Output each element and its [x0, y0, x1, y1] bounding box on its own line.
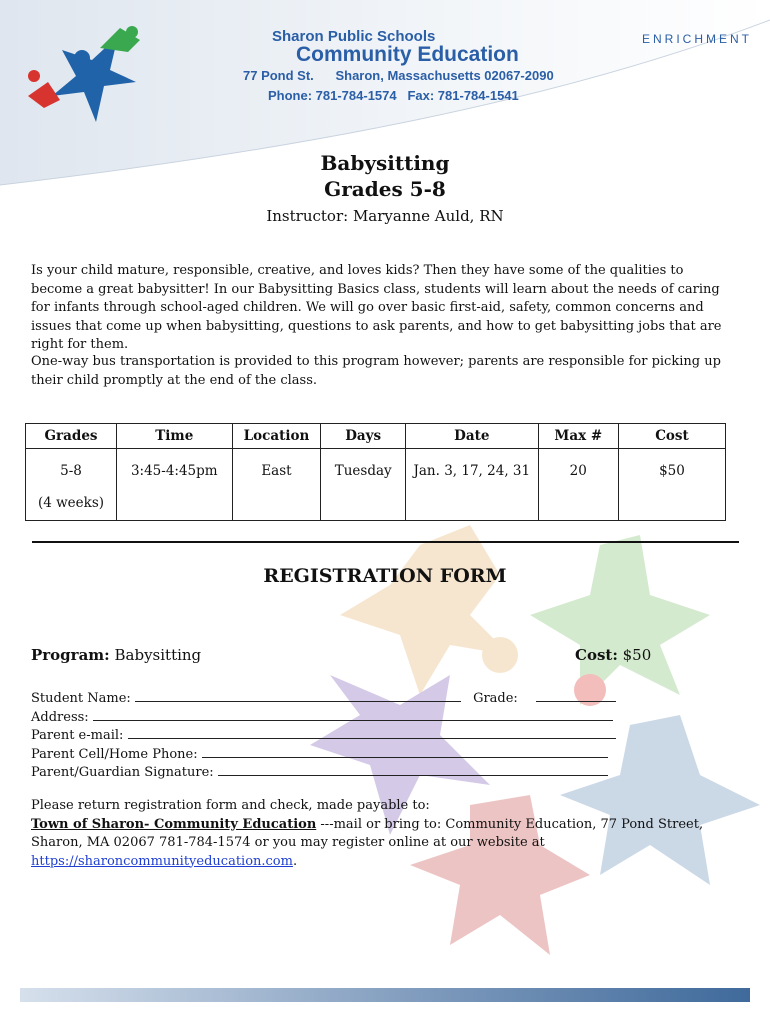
- header-date: Date: [405, 424, 538, 449]
- registration-form-title: REGISTRATION FORM: [263, 565, 507, 587]
- schedule-table: [25, 423, 726, 521]
- student-name-label: Student Name:: [31, 691, 131, 706]
- cost-label: Cost:: [575, 646, 618, 664]
- parent-phone-row: [31, 744, 631, 763]
- transportation-paragraph: One-way bus transportation is provided to this program however; parents are responsible for picking up their child promptly at the end of the class.: [31, 354, 721, 388]
- parent-phone-label: Parent Cell/Home Phone:: [31, 746, 198, 762]
- grades-value: 5-8: [60, 463, 82, 479]
- registration-fields: [31, 688, 631, 781]
- address-field[interactable]: [93, 707, 613, 721]
- department-name: Community Education: [296, 43, 519, 66]
- address-label: Address:: [31, 709, 89, 725]
- parent-email-label: Parent e-mail:: [31, 728, 124, 743]
- return-line-2: [31, 816, 731, 872]
- cost-value: $50: [622, 646, 652, 664]
- program-line: [31, 646, 201, 664]
- cell-max: 20: [538, 449, 618, 521]
- header-location: Location: [232, 424, 321, 449]
- header-cost: Cost: [618, 424, 725, 449]
- return-end: .: [292, 853, 298, 869]
- website-link[interactable]: https://sharoncommunityeducation.com: [31, 853, 293, 869]
- student-name-field[interactable]: [135, 688, 461, 702]
- course-grades: Grades 5-8: [324, 177, 446, 201]
- description-paragraph: Is your child mature, responsible, creative, and loves kids? Then they have some of the qualities to become a great babysitter! In our Babysitting Basics class, students will learn about the needs of caring for infants through school-aged children. We will go over basic first-aid, safety, common concerns and issues that come up when babysitting, questions to ask parents, and how to get babysitting jobs that are right for them.: [31, 263, 722, 352]
- parent-email-row: [31, 725, 631, 744]
- header-phone: Phone: 781-784-1574 Fax: 781-784-1541: [268, 88, 519, 103]
- address-row: [31, 707, 631, 726]
- header-time: Time: [117, 424, 233, 449]
- parent-phone-field[interactable]: [202, 744, 608, 758]
- header-days: Days: [321, 424, 406, 449]
- footer-bar: [20, 988, 750, 1002]
- school-name: Sharon Public Schools: [272, 28, 436, 45]
- cell-cost: $50: [618, 449, 725, 521]
- grade-field[interactable]: [536, 688, 616, 702]
- header-tagline: ENRICHMENT: [642, 32, 752, 46]
- header-max: Max #: [538, 424, 618, 449]
- parent-email-field[interactable]: [128, 725, 616, 739]
- return-instructions: [31, 797, 731, 871]
- signature-field[interactable]: [218, 762, 608, 776]
- schedule-header-row: [26, 424, 726, 449]
- mail-instructions: ---mail or bring to: Community Education, 77 Pond Street, Sharon, MA 02067 781-784-1574 or you may register online at our website at: [31, 816, 704, 850]
- return-line-1: Please return registration form and check, made payable to:: [31, 798, 430, 813]
- section-divider: [32, 541, 739, 543]
- signature-label: Parent/Guardian Signature:: [31, 765, 214, 780]
- cell-grades: [26, 449, 117, 521]
- cell-time: 3:45-4:45pm: [117, 449, 233, 521]
- payee-name: Town of Sharon- Community Education: [31, 816, 317, 832]
- signature-row: [31, 762, 631, 781]
- course-title: Babysitting: [320, 151, 450, 175]
- header-address: 77 Pond St. Sharon, Massachusetts 02067-2090: [243, 68, 554, 83]
- student-name-row: [31, 688, 631, 707]
- header-grades: Grades: [26, 424, 117, 449]
- table-row: [26, 449, 726, 521]
- cell-date: Jan. 3, 17, 24, 31: [405, 449, 538, 521]
- program-value: Babysitting: [114, 646, 202, 664]
- cell-days: Tuesday: [321, 449, 406, 521]
- program-label: Program:: [31, 646, 110, 664]
- grades-note: (4 weeks): [37, 495, 105, 511]
- cost-line: [575, 646, 651, 664]
- instructor-line: Instructor: Maryanne Auld, RN: [266, 207, 504, 225]
- cell-location: East: [232, 449, 321, 521]
- grade-label: Grade:: [473, 691, 518, 706]
